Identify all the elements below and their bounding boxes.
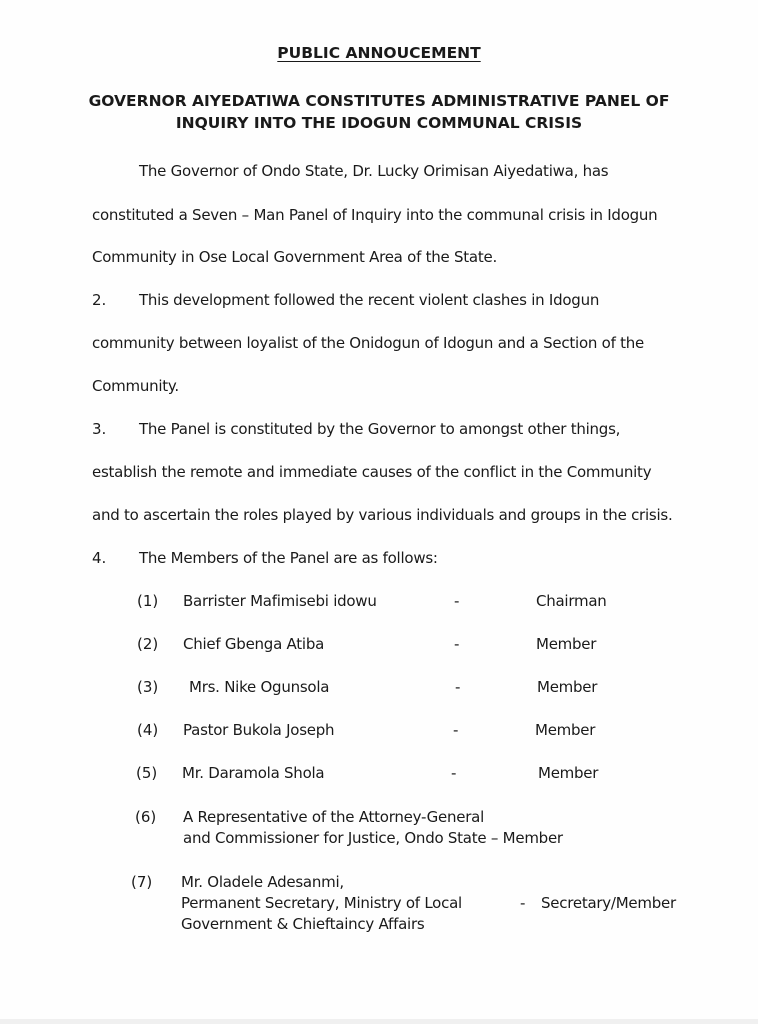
title-line-1: GOVERNOR AIYEDATIWA CONSTITUTES ADMINISTRATIVE PANEL OF: [88, 92, 670, 110]
para4-number: 4.: [92, 549, 107, 567]
para3-line2: establish the remote and immediate causes of the conflict in the Community: [92, 463, 652, 481]
member-description-line2: and Commissioner for Justice, Ondo State – Member: [183, 829, 563, 847]
para4-text: The Members of the Panel are as follows:: [139, 549, 438, 567]
member-description-line1: A Representative of the Attorney-General: [183, 808, 485, 826]
member-name: Chief Gbenga Atiba: [183, 635, 325, 653]
member-dash: -: [454, 592, 460, 610]
para3-line1: The Panel is constituted by the Governor to amongst other things,: [139, 420, 621, 438]
para2-line1: This development followed the recent violent clashes in Idogun: [139, 291, 600, 309]
member-dash: -: [454, 635, 460, 653]
member-number: (2): [137, 635, 159, 653]
member-dash: -: [451, 764, 457, 782]
member-number: (5): [136, 764, 158, 782]
member-name: Barrister Mafimisebi idowu: [183, 592, 377, 610]
member-name: Mr. Oladele Adesanmi,: [181, 873, 344, 891]
member-number: (1): [137, 592, 159, 610]
member-title-line2: Government & Chieftaincy Affairs: [181, 915, 425, 933]
para2-line3: Community.: [92, 377, 179, 395]
member-name: Mr. Daramola Shola: [182, 764, 325, 782]
para1-line2: constituted a Seven – Man Panel of Inquiry into the communal crisis in Idogun: [92, 206, 658, 224]
member-role: Chairman: [536, 592, 607, 610]
member-number: (6): [135, 808, 157, 826]
member-title-line1: Permanent Secretary, Ministry of Local: [181, 894, 462, 912]
para3-number: 3.: [92, 420, 107, 438]
member-number: (7): [131, 873, 153, 891]
member-role: Member: [536, 635, 597, 653]
para3-line3: and to ascertain the roles played by various individuals and groups in the crisis.: [92, 506, 673, 524]
member-dash: -: [520, 894, 526, 912]
member-role: Member: [537, 678, 598, 696]
member-name: Mrs. Nike Ogunsola: [189, 678, 330, 696]
member-dash: -: [455, 678, 461, 696]
para1-line1: The Governor of Ondo State, Dr. Lucky Orimisan Aiyedatiwa, has: [139, 162, 609, 180]
title-line-2: INQUIRY INTO THE IDOGUN COMMUNAL CRISIS: [175, 114, 583, 132]
member-number: (4): [137, 721, 159, 739]
member-number: (3): [137, 678, 159, 696]
announcement-header: PUBLIC ANNOUCEMENT: [277, 44, 481, 62]
page-bottom-edge: [0, 1019, 758, 1024]
para1-line3: Community in Ose Local Government Area of the State.: [92, 248, 497, 266]
para2-line2: community between loyalist of the Onidogun of Idogun and a Section of the: [92, 334, 644, 352]
member-name: Pastor Bukola Joseph: [183, 721, 335, 739]
para2-number: 2.: [92, 291, 107, 309]
member-role: Member: [538, 764, 599, 782]
member-role: Secretary/Member: [541, 894, 676, 912]
member-role: Member: [535, 721, 596, 739]
member-dash: -: [453, 721, 459, 739]
